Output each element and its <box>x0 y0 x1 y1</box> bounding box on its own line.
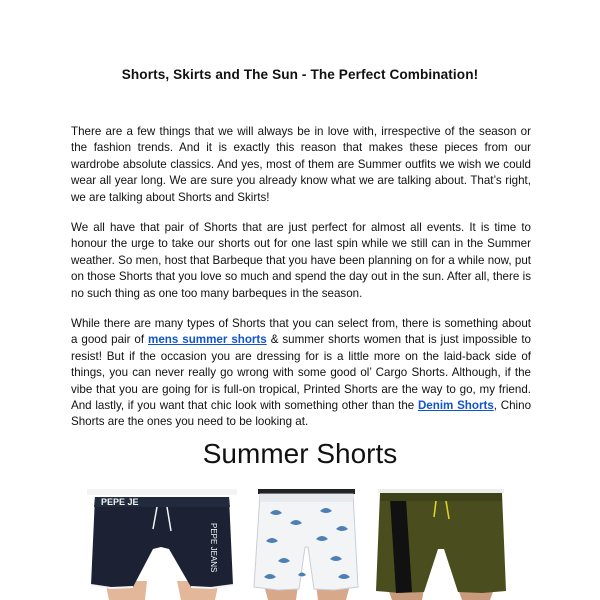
shorts-waist-print: PEPE JE <box>101 497 139 507</box>
shorts-side-print: PEPE JEANS <box>209 523 218 573</box>
olive-shorts-image <box>372 489 510 600</box>
paragraph-text: & summer shorts women that is just impossible to resist! But if the occasion you are dressing for is a little more on the laid-back side of things, you can never really go wrong with some good ol’ Cargo Shorts. Although, if the vibe that you are going for is full-on tropical, Printed Shorts are the way to go, my friend. And lastly, if you want that chic look with something other than the <box>71 333 531 413</box>
paragraph-shorts-events: We all have that pair of Shorts that are just perfect for almost all events. It is time to honour the urge to take our shorts out for one last spin while we still can in the Summer weather. So men, host that Barbeque that you have been planning on for a while now, put on those Shorts that you love so much and spend the day out in the sun. After all, there is no such thing as one too many barbeques in the season. <box>71 221 531 300</box>
mens-summer-shorts-link[interactable]: mens summer shorts <box>148 333 267 347</box>
navy-printed-shorts-photo <box>87 489 237 600</box>
summer-shorts-heading: Summer Shorts <box>202 438 398 469</box>
paragraph-text: While there are many types of Shorts that you can select from, there is something about a good pair of <box>71 317 531 347</box>
paragraph-text: , Chino Shorts are the ones you need to be looking at. <box>71 399 532 429</box>
paragraph-shorts-types <box>71 316 531 431</box>
white-print-shorts-image <box>250 489 363 600</box>
article-title: Shorts, Skirts and The Sun - The Perfect Combination! <box>121 67 479 82</box>
denim-shorts-link[interactable]: Denim Shorts <box>417 399 494 413</box>
paragraph-intro: There are a few things that we will always be in love with, irrespective of the season or the fashion trends. And it is exactly this reason that makes these pieces from our wardrobe absolute classics. And yes, most of them are Summer outfits we wish we could wear all year long. We are sure you already know what we are talking about. That’s right, we are talking about Shorts and Skirts! <box>71 125 531 204</box>
olive-colorblock-shorts-photo <box>372 489 510 600</box>
navy-shorts-image <box>87 489 237 600</box>
white-printed-shorts-photo <box>250 489 363 600</box>
